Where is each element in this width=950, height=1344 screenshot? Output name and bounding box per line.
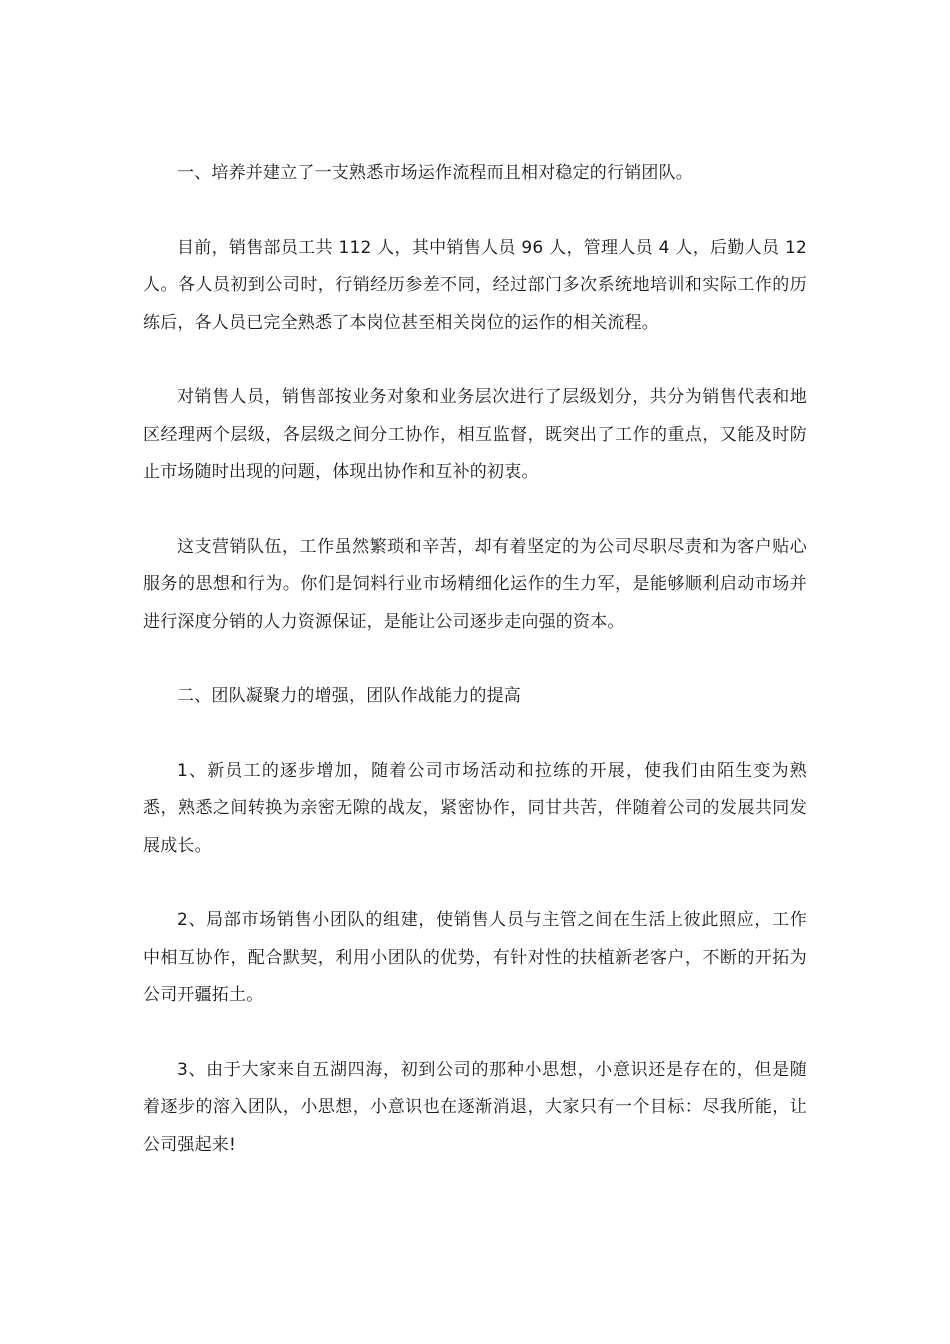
document-body	[143, 155, 807, 1201]
paragraph-sales-levels: 对销售人员，销售部按业务对象和业务层次进行了层级划分，共分为销售代表和地区经理两个层级，各层级之间分工协作，相互监督，既突出了工作的重点，又能及时防止市场随时出现的问题，体现出协作和互补的初衷。	[143, 387, 807, 482]
heading-section-two: 二、团队凝聚力的增强，团队作战能力的提高	[177, 686, 521, 706]
paragraph-sales-team: 这支营销队伍，工作虽然繁琐和辛苦，却有着坚定的为公司尽职尽责和为客户贴心服务的思想和行为。你们是饲料行业市场精细化运作的生力军，是能够顺利启动市场并进行深度分销的人力资源保证，是能让公司逐步走向强的资本。	[143, 536, 807, 632]
paragraph-staff-count: 目前，销售部员工共 112 人，其中销售人员 96 人，管理人员 4 人，后勤人员 12 人。各人员初到公司时，行销经历参差不同，经过部门多次系统地培训和实际工作的历练后，各人员已完全熟悉了本岗位甚至相关岗位的运作的相关流程。	[143, 237, 807, 333]
paragraph-point-3: 3、由于大家来自五湖四海，初到公司的那种小思想，小意识还是存在的，但是随着逐步的溶入团队，小思想，小意识也在逐渐消退，大家只有一个目标：尽我所能，让公司强起来!	[143, 1059, 807, 1155]
paragraph-point-1: 1、新员工的逐步增加，随着公司市场活动和拉练的开展，使我们由陌生变为熟悉，熟悉之间转换为亲密无隙的战友，紧密协作，同甘共苦，伴随着公司的发展共同发展成长。	[143, 760, 807, 856]
paragraph-point-2: 2、局部市场销售小团队的组建，使销售人员与主管之间在生活上彼此照应，工作中相互协作，配合默契，利用小团队的优势，有针对性的扶植新老客户，不断的开拓为公司开疆拓土。	[143, 910, 807, 1005]
heading-section-one: 一、培养并建立了一支熟悉市场运作流程而且相对稳定的行销团队。	[177, 163, 693, 183]
